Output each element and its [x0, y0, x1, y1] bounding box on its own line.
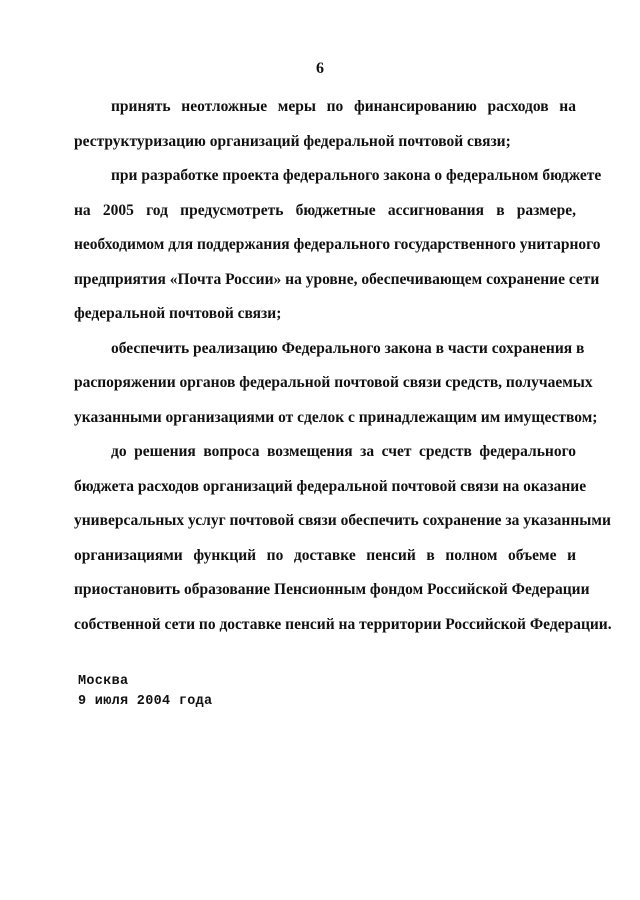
paragraph-line: на 2005 год предусмотреть бюджетные ассигнования в размере,: [74, 201, 576, 219]
paragraph: [74, 435, 612, 642]
signature-block: [78, 672, 212, 712]
paragraph-line: распоряжении органов федеральной почтовой связи средств, получаемых: [74, 374, 593, 391]
paragraph-line: универсальных услуг почтовой связи обеспечить сохранение за указанными: [74, 512, 611, 529]
paragraph-line: организациями функций по доставке пенсий в полном объеме и: [74, 546, 576, 564]
paragraph-line: предприятия «Почта России» на уровне, обеспечивающем сохранение сети: [74, 270, 600, 288]
paragraph-line: до решения вопроса возмещения за счет средств федерального: [111, 443, 576, 460]
paragraph-line: приостановить образование Пенсионным фондом Российской Федерации: [74, 581, 590, 598]
paragraph-line: принять неотложные меры по финансированию расходов на: [111, 98, 576, 115]
paragraph-line: собственной сети по доставке пенсий на территории Российской Федерации.: [74, 615, 612, 633]
paragraph-line: федеральной почтовой связи;: [74, 305, 282, 322]
paragraph-line: указанными организациями от сделок с принадлежащим им имуществом;: [74, 408, 598, 426]
page-number: 6: [316, 60, 324, 77]
paragraph-line: при разработке проекта федерального закона о федеральном бюджете: [111, 167, 602, 184]
paragraph-line: реструктуризацию организаций федеральной почтовой связи;: [74, 132, 511, 150]
paragraph: [74, 159, 602, 332]
paragraph: [74, 332, 598, 436]
paragraph: [74, 90, 576, 159]
signature-date: 9 июля 2004 года: [78, 694, 213, 709]
paragraph-line: обеспечить реализацию Федерального закона в части сохранения в: [111, 339, 585, 357]
paragraph-line: необходимом для поддержания федерального государственного унитарного: [74, 236, 601, 253]
paragraph-line: бюджета расходов организаций федеральной почтовой связи на оказание: [74, 477, 587, 495]
signature-city: Москва: [78, 674, 129, 689]
document-body: [74, 90, 612, 642]
